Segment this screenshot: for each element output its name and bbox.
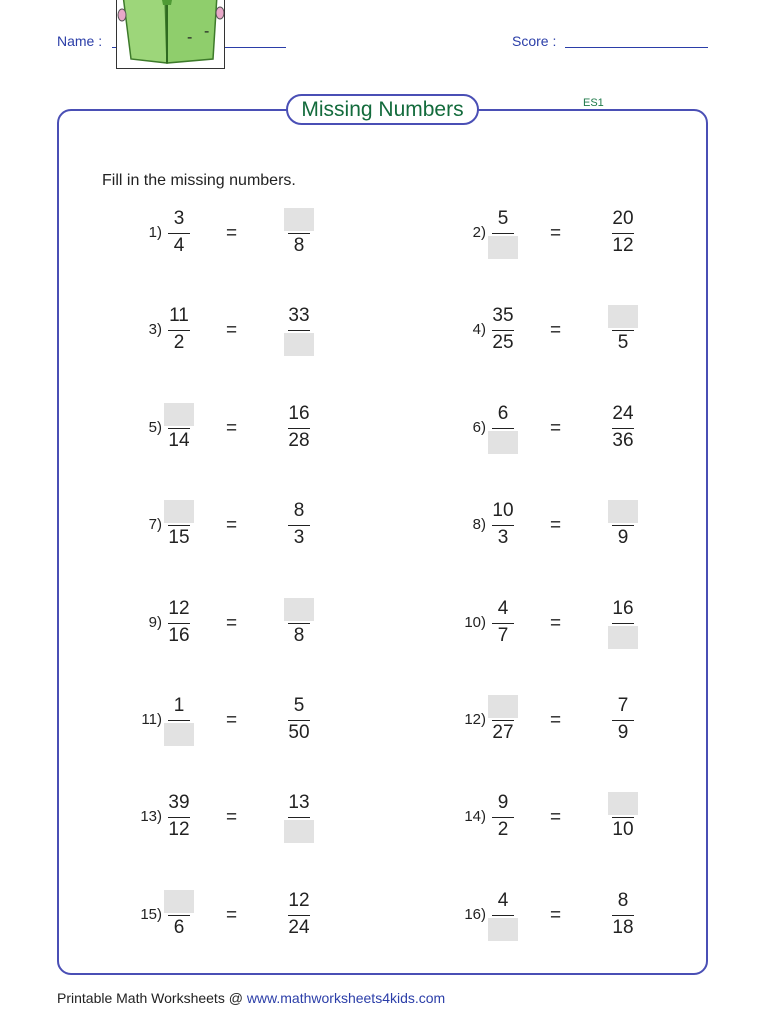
fraction-left — [486, 596, 520, 652]
denominator: 14 — [168, 430, 190, 451]
denominator: 25 — [492, 332, 514, 353]
answer-blank[interactable] — [608, 305, 638, 328]
answer-blank[interactable] — [608, 626, 638, 649]
fraction-bar — [288, 525, 310, 526]
fraction-bar — [288, 817, 310, 818]
fraction-right — [606, 693, 640, 749]
equals-sign: = — [550, 418, 562, 439]
numerator: 16 — [288, 403, 310, 424]
fraction-right — [282, 596, 316, 652]
name-label: Name : — [57, 33, 103, 49]
denominator: 12 — [168, 819, 190, 840]
numerator: 5 — [497, 208, 509, 229]
fraction-right — [282, 303, 316, 359]
book-reader-logo — [116, 0, 225, 69]
answer-blank[interactable] — [608, 500, 638, 523]
fraction-bar — [612, 623, 634, 624]
fraction-right — [606, 790, 640, 846]
fraction-bar — [288, 720, 310, 721]
denominator: 9 — [617, 722, 629, 743]
denominator: 2 — [173, 332, 185, 353]
fraction-right — [606, 498, 640, 554]
equals-sign: = — [550, 710, 562, 731]
fraction-bar — [612, 915, 634, 916]
numerator: 9 — [497, 792, 509, 813]
fraction-bar — [492, 623, 514, 624]
fraction-left — [162, 303, 196, 359]
denominator: 9 — [617, 527, 629, 548]
problem-number: 2) — [472, 224, 486, 241]
svg-text:-: - — [187, 29, 193, 46]
problem-12 — [444, 693, 684, 749]
fraction-bar — [288, 915, 310, 916]
numerator: 39 — [168, 792, 190, 813]
fraction-bar — [612, 330, 634, 331]
fraction-bar — [288, 233, 310, 234]
equals-sign: = — [550, 807, 562, 828]
fraction-left — [162, 790, 196, 846]
fraction-bar — [168, 428, 190, 429]
equals-sign: = — [226, 905, 238, 926]
problem-number: 9) — [148, 614, 162, 631]
denominator: 28 — [288, 430, 310, 451]
numerator: 11 — [169, 305, 189, 326]
fraction-left — [486, 401, 520, 457]
numerator: 33 — [288, 305, 310, 326]
fraction-left — [162, 498, 196, 554]
footer-link[interactable]: www.mathworksheets4kids.com — [246, 990, 446, 1006]
fraction-left — [162, 401, 196, 457]
instruction-text: Fill in the missing numbers. — [102, 172, 296, 189]
denominator: 16 — [168, 625, 190, 646]
problem-15 — [120, 888, 360, 944]
fraction-right — [606, 206, 640, 262]
fraction-left — [486, 206, 520, 262]
fraction-bar — [288, 428, 310, 429]
problem-number: 16) — [464, 906, 486, 923]
denominator: 36 — [612, 430, 634, 451]
numerator: 4 — [497, 890, 509, 911]
fraction-right — [282, 498, 316, 554]
fraction-bar — [492, 428, 514, 429]
numerator: 20 — [612, 208, 634, 229]
answer-blank[interactable] — [488, 695, 518, 718]
denominator: 24 — [288, 917, 310, 938]
problem-number: 10) — [464, 614, 486, 631]
fraction-left — [486, 303, 520, 359]
score-label: Score : — [512, 33, 557, 49]
fraction-right — [606, 401, 640, 457]
fraction-bar — [612, 720, 634, 721]
fraction-left — [162, 693, 196, 749]
answer-blank[interactable] — [284, 208, 314, 231]
fraction-left — [162, 596, 196, 652]
problem-1 — [120, 206, 360, 262]
problem-number: 1) — [148, 224, 162, 241]
fraction-bar — [492, 330, 514, 331]
problem-5 — [120, 401, 360, 457]
fraction-left — [486, 790, 520, 846]
fraction-right — [282, 693, 316, 749]
fraction-bar — [288, 623, 310, 624]
equals-sign: = — [550, 515, 562, 536]
equals-sign: = — [226, 320, 238, 341]
fraction-bar — [288, 330, 310, 331]
denominator: 15 — [168, 527, 190, 548]
fraction-right — [282, 206, 316, 262]
answer-blank[interactable] — [608, 792, 638, 815]
answer-blank[interactable] — [164, 403, 194, 426]
problem-4 — [444, 303, 684, 359]
answer-blank[interactable] — [164, 500, 194, 523]
denominator: 6 — [173, 917, 185, 938]
problem-number: 3) — [148, 321, 162, 338]
problem-number: 15) — [140, 906, 162, 923]
fraction-bar — [612, 525, 634, 526]
problem-number: 12) — [464, 711, 486, 728]
denominator: 12 — [612, 235, 634, 256]
fraction-right — [606, 888, 640, 944]
answer-blank[interactable] — [164, 723, 194, 746]
fraction-left — [486, 498, 520, 554]
equals-sign: = — [550, 613, 562, 634]
numerator: 16 — [612, 598, 634, 619]
equals-sign: = — [550, 320, 562, 341]
fraction-right — [282, 888, 316, 944]
numerator: 12 — [288, 890, 310, 911]
equals-sign: = — [226, 515, 238, 536]
fraction-left — [162, 206, 196, 262]
numerator: 1 — [173, 695, 185, 716]
fraction-bar — [492, 915, 514, 916]
fraction-right — [606, 596, 640, 652]
equals-sign: = — [550, 223, 562, 244]
equals-sign: = — [226, 418, 238, 439]
answer-blank[interactable] — [284, 820, 314, 843]
problem-14 — [444, 790, 684, 846]
denominator: 10 — [612, 819, 634, 840]
denominator: 5 — [617, 332, 629, 353]
numerator: 8 — [617, 890, 629, 911]
problem-10 — [444, 596, 684, 652]
problem-2 — [444, 206, 684, 262]
numerator: 4 — [497, 598, 509, 619]
denominator: 18 — [612, 917, 634, 938]
fraction-left — [486, 888, 520, 944]
fraction-bar — [612, 428, 634, 429]
fraction-bar — [168, 525, 190, 526]
book-icon — [117, 0, 225, 69]
numerator: 10 — [492, 500, 514, 521]
fraction-left — [486, 693, 520, 749]
problem-number: 7) — [148, 516, 162, 533]
denominator: 3 — [497, 527, 509, 548]
fraction-right — [282, 790, 316, 846]
problem-number: 11) — [141, 711, 162, 728]
problem-number: 8) — [472, 516, 486, 533]
denominator: 7 — [497, 625, 509, 646]
numerator: 12 — [168, 598, 190, 619]
fraction-bar — [492, 233, 514, 234]
equals-sign: = — [226, 613, 238, 634]
numerator: 6 — [497, 403, 509, 424]
answer-blank[interactable] — [164, 890, 194, 913]
fraction-right — [606, 303, 640, 359]
answer-blank[interactable] — [488, 236, 518, 259]
numerator: 13 — [288, 792, 310, 813]
denominator: 4 — [173, 235, 185, 256]
fraction-bar — [612, 233, 634, 234]
numerator: 35 — [492, 305, 514, 326]
fraction-bar — [492, 817, 514, 818]
numerator: 3 — [173, 208, 185, 229]
numerator: 7 — [617, 695, 629, 716]
denominator: 8 — [293, 235, 305, 256]
problem-11 — [120, 693, 360, 749]
problem-number: 14) — [464, 808, 486, 825]
footer — [57, 990, 445, 1006]
denominator: 2 — [497, 819, 509, 840]
equals-sign: = — [226, 710, 238, 731]
worksheet-title: Missing Numbers — [286, 94, 479, 125]
denominator: 3 — [293, 527, 305, 548]
problem-3 — [120, 303, 360, 359]
answer-blank[interactable] — [488, 431, 518, 454]
equals-sign: = — [226, 223, 238, 244]
score-field[interactable] — [565, 47, 708, 48]
numerator: 5 — [293, 695, 305, 716]
problem-13 — [120, 790, 360, 846]
denominator: 8 — [293, 625, 305, 646]
fraction-bar — [168, 915, 190, 916]
problem-16 — [444, 888, 684, 944]
fraction-bar — [168, 623, 190, 624]
fraction-bar — [168, 330, 190, 331]
problem-8 — [444, 498, 684, 554]
problem-number: 4) — [472, 321, 486, 338]
fraction-bar — [492, 525, 514, 526]
numerator: 24 — [612, 403, 634, 424]
fraction-bar — [168, 233, 190, 234]
answer-blank[interactable] — [284, 598, 314, 621]
problem-6 — [444, 401, 684, 457]
problem-7 — [120, 498, 360, 554]
problem-number: 5) — [148, 419, 162, 436]
fraction-bar — [168, 720, 190, 721]
answer-blank[interactable] — [284, 333, 314, 356]
numerator: 8 — [293, 500, 305, 521]
fraction-bar — [168, 817, 190, 818]
worksheet-code: ES1 — [583, 97, 604, 109]
equals-sign: = — [226, 807, 238, 828]
denominator: 50 — [288, 722, 310, 743]
equals-sign: = — [550, 905, 562, 926]
denominator: 27 — [492, 722, 514, 743]
problem-number: 13) — [140, 808, 162, 825]
problem-number: 6) — [472, 419, 486, 436]
fraction-right — [282, 401, 316, 457]
fraction-bar — [492, 720, 514, 721]
problem-9 — [120, 596, 360, 652]
footer-text: Printable Math Worksheets @ — [57, 990, 247, 1006]
svg-text:-: - — [204, 23, 210, 40]
answer-blank[interactable] — [488, 918, 518, 941]
fraction-left — [162, 888, 196, 944]
fraction-bar — [612, 817, 634, 818]
